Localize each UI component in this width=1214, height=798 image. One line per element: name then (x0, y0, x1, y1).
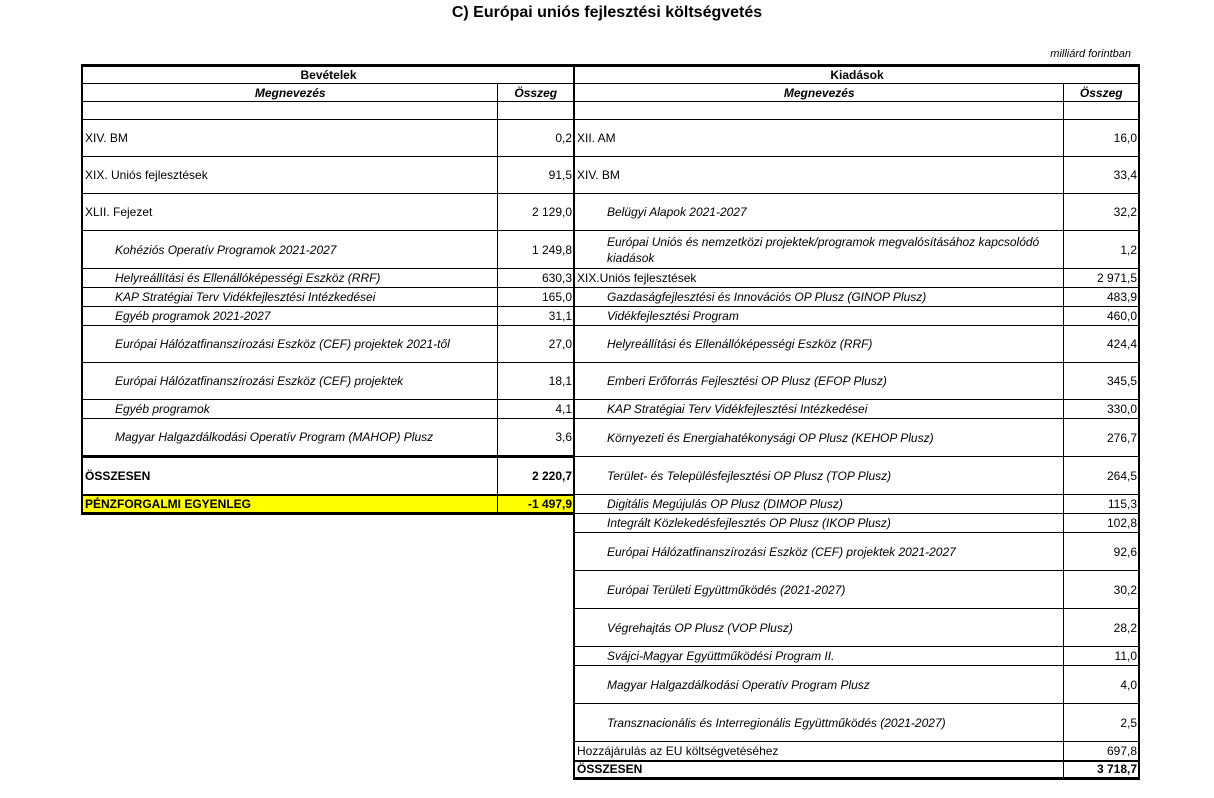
revenue-table (81, 64, 575, 515)
revenue-row-name: Európai Hálózatfinanszírozási Eszköz (CEF) projektek 2021-től (82, 326, 497, 363)
revenue-row-name: Helyreállítási és Ellenállóképességi Eszköz (RRF) (82, 269, 497, 288)
revenue-row-name: Egyéb programok (82, 400, 497, 419)
expenditure-row-name: Gazdaságfejlesztési és Innovációs OP Plusz (GINOP Plusz) (574, 288, 1063, 307)
cash-balance-label: PÉNZFORGALMI EGYENLEG (82, 495, 497, 514)
expenditure-row (574, 400, 1139, 419)
expenditure-row (574, 419, 1139, 457)
revenue-row-value: 2 129,0 (497, 194, 574, 231)
revenue-row-name: KAP Stratégiai Terv Vidékfejlesztési Intézkedései (82, 288, 497, 307)
expenditure-row (574, 742, 1139, 761)
revenue-row-value: 18,1 (497, 363, 574, 400)
expenditure-row-value: 32,2 (1063, 194, 1139, 231)
expenditure-row-value: 30,2 (1063, 571, 1139, 609)
revenue-row (82, 231, 574, 269)
expenditure-row (574, 231, 1139, 269)
expenditure-col-name: Megnevezés (574, 84, 1063, 102)
revenue-row (82, 400, 574, 419)
expenditure-row (574, 495, 1139, 514)
expenditure-row-value: 697,8 (1063, 742, 1139, 761)
expenditure-row-name: Európai Hálózatfinanszírozási Eszköz (CEF) projektek 2021-2027 (574, 533, 1063, 571)
page-title: C) Európai uniós fejlesztési költségvetés (451, 4, 763, 21)
revenue-row (82, 326, 574, 363)
expenditure-row (574, 647, 1139, 666)
expenditure-row-name: Digitális Megújulás OP Plusz (DIMOP Plusz) (574, 495, 1063, 514)
expenditure-row-name: KAP Stratégiai Terv Vidékfejlesztési Intézkedései (574, 400, 1063, 419)
expenditure-column-header (574, 84, 1139, 102)
unit-note: milliárd forintban (1050, 48, 1131, 60)
expenditure-row-name: Európai Uniós és nemzetközi projektek/programok megvalósításához kapcsolódó kiadások (574, 231, 1063, 269)
revenue-row (82, 194, 574, 231)
expenditure-row (574, 269, 1139, 288)
expenditure-row (574, 609, 1139, 647)
revenue-row (82, 307, 574, 326)
revenue-row-value: 1 249,8 (497, 231, 574, 269)
expenditure-row-value: 33,4 (1063, 157, 1139, 194)
expenditure-row-value: 330,0 (1063, 400, 1139, 419)
revenue-row (82, 120, 574, 157)
revenue-total-value: 2 220,7 (497, 457, 574, 495)
revenue-column-header (82, 84, 574, 102)
expenditure-row-name: XIV. BM (574, 157, 1063, 194)
expenditure-row-value: 102,8 (1063, 514, 1139, 533)
expenditure-row (574, 704, 1139, 742)
expenditure-total-label: ÖSSZESEN (574, 761, 1063, 779)
expenditure-row-name: Vidékfejlesztési Program (574, 307, 1063, 326)
revenue-row-value: 31,1 (497, 307, 574, 326)
cash-balance-value: -1 497,9 (497, 495, 574, 514)
revenue-row (82, 288, 574, 307)
expenditure-row (574, 533, 1139, 571)
revenue-row-name: Magyar Halgazdálkodási Operatív Program (MAHOP) Plusz (82, 419, 497, 457)
revenue-row-value: 4,1 (497, 400, 574, 419)
revenue-col-name: Megnevezés (82, 84, 497, 102)
revenue-row-value: 27,0 (497, 326, 574, 363)
expenditure-row-value: 264,5 (1063, 457, 1139, 495)
expenditure-total-row (574, 761, 1139, 779)
revenue-col-value: Összeg (497, 84, 574, 102)
expenditure-row-name: Belügyi Alapok 2021-2027 (574, 194, 1063, 231)
revenue-total-row (82, 457, 574, 495)
revenue-row (82, 363, 574, 400)
expenditure-row (574, 326, 1139, 363)
revenue-row-name: Egyéb programok 2021-2027 (82, 307, 497, 326)
revenue-row-name: XIV. BM (82, 120, 497, 157)
expenditure-row-name: Terület- és Településfejlesztési OP Plusz (TOP Plusz) (574, 457, 1063, 495)
expenditure-row-name: Hozzájárulás az EU költségvetéséhez (574, 742, 1063, 761)
expenditure-row (574, 157, 1139, 194)
expenditure-row-name: XII. AM (574, 120, 1063, 157)
expenditure-section-title: Kiadások (574, 66, 1139, 84)
expenditure-row (574, 288, 1139, 307)
expenditure-row (574, 457, 1139, 495)
expenditure-row (574, 363, 1139, 400)
revenue-row (82, 419, 574, 457)
expenditure-row-value: 11,0 (1063, 647, 1139, 666)
expenditure-row (574, 514, 1139, 533)
expenditure-row-name: Környezeti és Energiahatékonysági OP Plusz (KEHOP Plusz) (574, 419, 1063, 457)
expenditure-section-header (574, 66, 1139, 84)
revenue-total-label: ÖSSZESEN (82, 457, 497, 495)
revenue-row-name: Kohéziós Operatív Programok 2021-2027 (82, 231, 497, 269)
expenditure-row-name: Svájci-Magyar Együttműködési Program II. (574, 647, 1063, 666)
revenue-row-value: 165,0 (497, 288, 574, 307)
expenditure-row-value: 115,3 (1063, 495, 1139, 514)
expenditure-row-name: Magyar Halgazdálkodási Operatív Program Plusz (574, 666, 1063, 704)
revenue-blank-row (82, 102, 574, 120)
revenue-row-name: Európai Hálózatfinanszírozási Eszköz (CEF) projektek (82, 363, 497, 400)
expenditure-row-value: 2,5 (1063, 704, 1139, 742)
expenditure-row-value: 2 971,5 (1063, 269, 1139, 288)
expenditure-row (574, 571, 1139, 609)
revenue-row-value: 630,3 (497, 269, 574, 288)
expenditure-row-value: 28,2 (1063, 609, 1139, 647)
expenditure-row-value: 16,0 (1063, 120, 1139, 157)
revenue-row-name: XIX. Uniós fejlesztések (82, 157, 497, 194)
expenditure-row-name: XIX.Uniós fejlesztések (574, 269, 1063, 288)
expenditure-row-name: Integrált Közlekedésfejlesztés OP Plusz (IKOP Plusz) (574, 514, 1063, 533)
expenditure-row-value: 460,0 (1063, 307, 1139, 326)
expenditure-row (574, 307, 1139, 326)
revenue-row-value: 0,2 (497, 120, 574, 157)
expenditure-table (573, 64, 1140, 780)
expenditure-row-value: 1,2 (1063, 231, 1139, 269)
expenditure-row-name: Helyreállítási és Ellenállóképességi Eszköz (RRF) (574, 326, 1063, 363)
expenditure-row-name: Emberi Erőforrás Fejlesztési OP Plusz (EFOP Plusz) (574, 363, 1063, 400)
expenditure-row-name: Európai Területi Együttműködés (2021-2027) (574, 571, 1063, 609)
expenditure-row (574, 666, 1139, 704)
expenditure-row-value: 92,6 (1063, 533, 1139, 571)
revenue-row (82, 269, 574, 288)
expenditure-row-value: 276,7 (1063, 419, 1139, 457)
expenditure-row-value: 424,4 (1063, 326, 1139, 363)
revenue-section-header (82, 66, 574, 84)
expenditure-row-value: 4,0 (1063, 666, 1139, 704)
expenditure-row-value: 345,5 (1063, 363, 1139, 400)
revenue-section-title: Bevételek (82, 66, 574, 84)
expenditure-row-name: Végrehajtás OP Plusz (VOP Plusz) (574, 609, 1063, 647)
revenue-row-value: 91,5 (497, 157, 574, 194)
expenditure-row-name: Transznacionális és Interregionális Együttműködés (2021-2027) (574, 704, 1063, 742)
expenditure-blank-row (574, 102, 1139, 120)
cash-balance-row (82, 495, 574, 514)
expenditure-row-value: 483,9 (1063, 288, 1139, 307)
expenditure-row (574, 120, 1139, 157)
expenditure-total-value: 3 718,7 (1063, 761, 1139, 779)
expenditure-row (574, 194, 1139, 231)
expenditure-col-value: Összeg (1063, 84, 1139, 102)
revenue-row-value: 3,6 (497, 419, 574, 457)
revenue-row-name: XLII. Fejezet (82, 194, 497, 231)
revenue-row (82, 157, 574, 194)
